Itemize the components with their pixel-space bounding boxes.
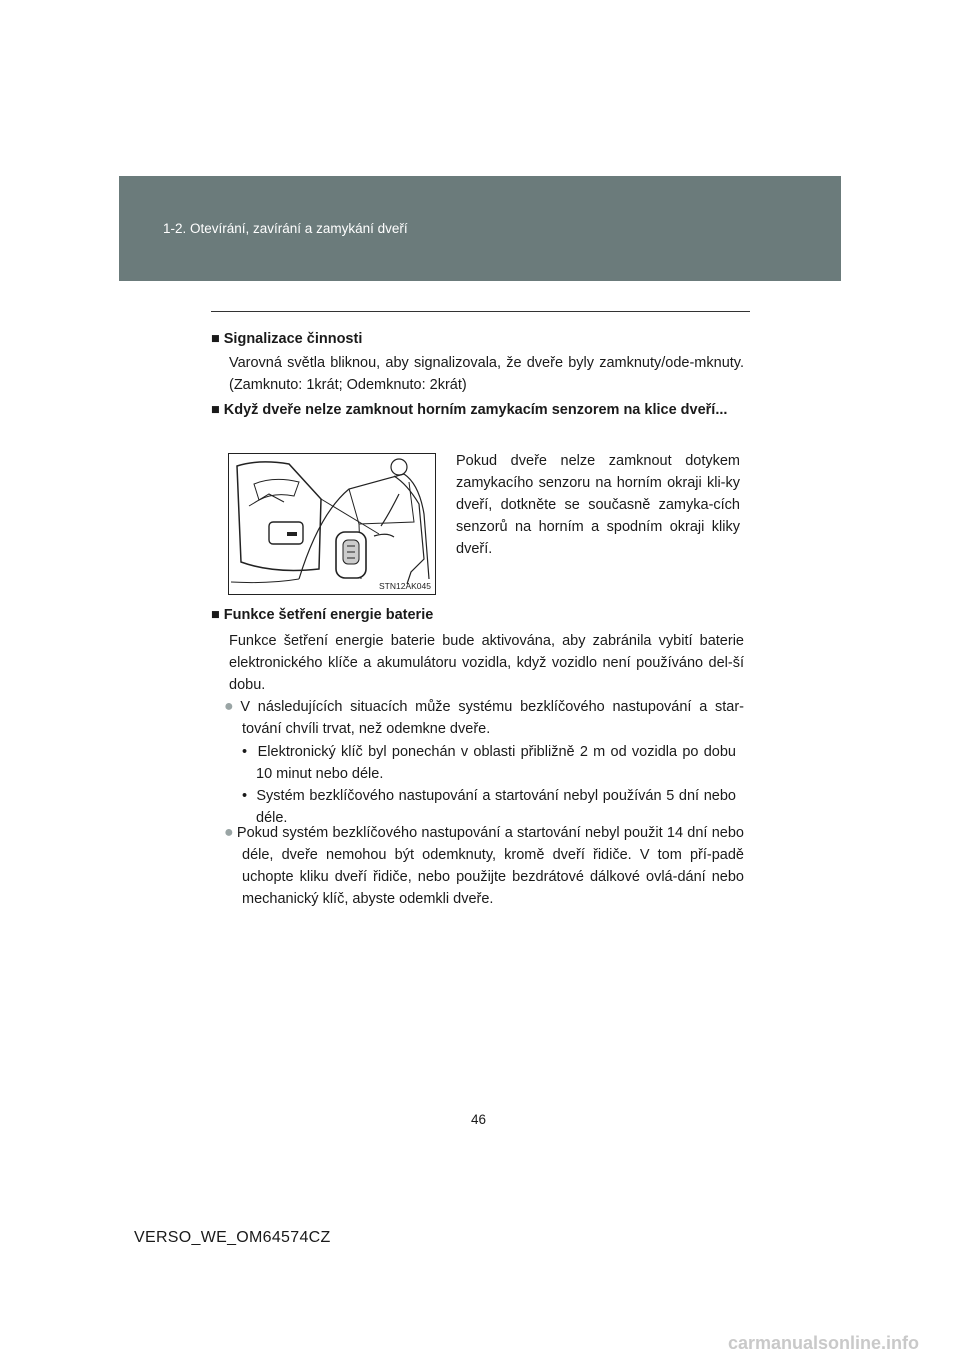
round-bullet-icon: ● [224,824,234,841]
cannot-lock-instructions: Pokud dveře nelze zamknout dotykem zamykacího senzoru na horním okraji kli-ky dveří, dotkněte se současně zamyka-cích senzorů na horním a spodním okraji kliky dveří. [456,453,740,557]
watermark: carmanualsonline.info [728,1333,920,1353]
section-divider [211,311,750,312]
door-handle-illustration [228,453,436,595]
chapter-title: 1-2. Otevírání, zavírání a zamykání dveří [163,221,408,236]
heading-cannot-lock: ■ Když dveře nelze zamknout horním zamykacím senzorem na klice dveří... [211,402,728,418]
heading-battery: ■ Funkce šetření energie baterie [211,607,434,623]
battery-bullet-2: ● Pokud systém bezklíčového nastupování a startování nebyl použit 14 dní nebo déle, dveře nemohou být odemknuty, kromě dveří řidiče. V tom pří-padě uchopte kliku dveří řidiče, nebo použijte bezdrátové dálkové ovlá-dání nebo mechanický klíč, abyste odemkli dveře. [224,824,744,907]
figure-code: STN12AK045 [379,581,431,591]
signal-body: Varovná světla bliknou, aby signalizovala, že dveře byly zamknuty/ode-mknuty. (Zamknuto: 1krát; Odemknuto: 2krát) [229,355,744,393]
battery-sub-list [242,741,736,829]
square-bullet-icon: ■ [211,607,220,623]
document-code: VERSO_WE_OM64574CZ [134,1229,331,1246]
list-item: • Systém bezklíčového nastupování a startování nebyl používán 5 dní nebo déle. [242,788,736,826]
round-bullet-icon: ● [224,698,238,715]
battery-bullet-1: ● V následujících situacích může systému bezklíčového nastupování a star-tování chvíli trvat, než odemkne dveře. [224,698,745,737]
battery-body: Funkce šetření energie baterie bude aktivována, aby zabránila vybití baterie elektronického klíče a akumulátoru vozidla, když vozidlo není používáno del-ší dobu. [229,633,744,693]
square-bullet-icon: ■ [211,331,220,347]
heading-signal: ■ Signalizace činnosti [211,331,363,347]
list-item: • Elektronický klíč byl ponechán v oblasti přibližně 2 m od vozidla po dobu 10 minut nebo déle. [242,744,736,782]
car-door-drawing [229,454,435,594]
square-bullet-icon: ■ [211,402,220,418]
page-number: 46 [471,1112,487,1127]
